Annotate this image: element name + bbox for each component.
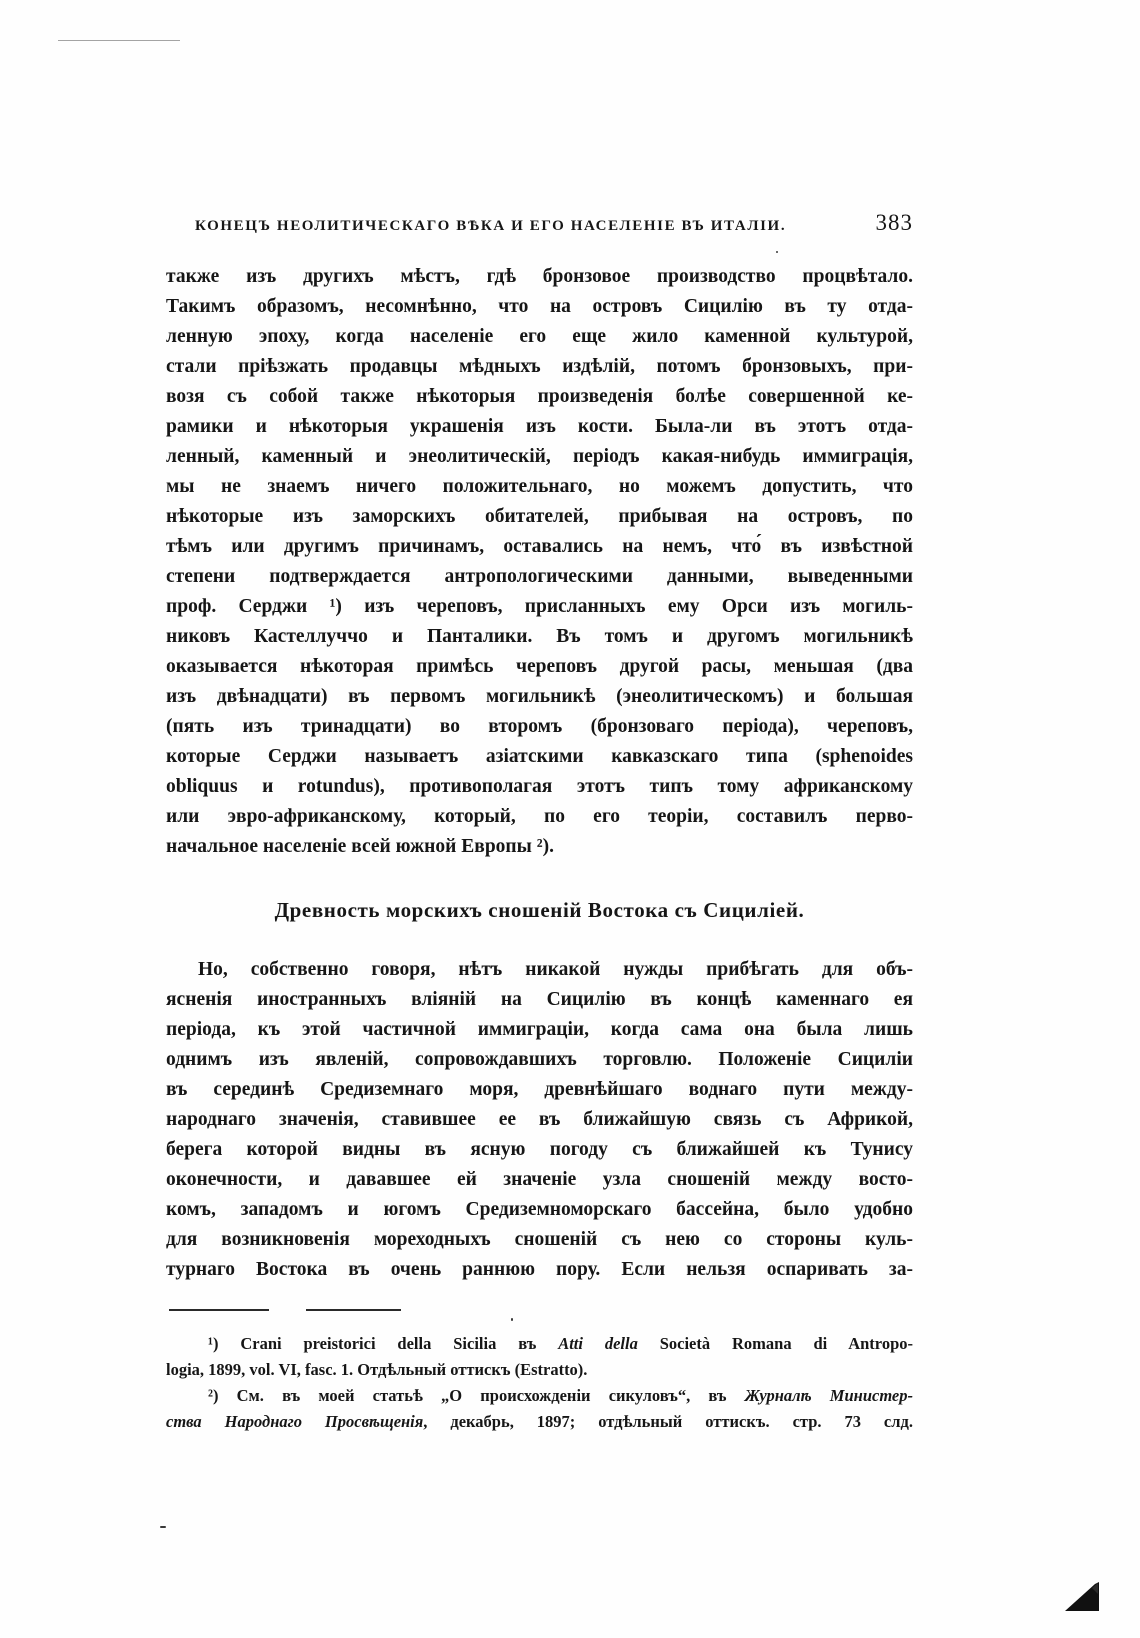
footnote-italic-text: Atti della (558, 1334, 638, 1353)
text-line: тѣмъ или другимъ причинамъ, оставались на немъ, что́ въ извѣстной (166, 536, 913, 557)
scan-speck (160, 1526, 166, 1528)
text-line: оказывается нѣкоторая примѣсь череповъ другой расы, меньшая (два (166, 656, 913, 677)
footnote-line (166, 1331, 913, 1357)
scan-speck (776, 251, 778, 253)
scan-speck (511, 1318, 513, 1321)
text-line: возя съ собой также нѣкоторыя произведенія болѣе совершенной ке- (166, 386, 913, 407)
text-line: проф. Серджи ¹) изъ череповъ, присланныхъ ему Орси изъ могиль- (166, 596, 913, 617)
footnote-text: ¹) Crani preistorici della Sicilia въ (208, 1334, 559, 1353)
footnote-text: ²) См. въ моей статьѣ „О происхожденіи сикуловъ“, въ (208, 1386, 745, 1405)
text-line: изъ двѣнадцати) въ первомъ могильникѣ (энеолитическомъ) и большая (166, 686, 913, 707)
footnote-italic-text: ства Народнаго Просвѣщенія (166, 1412, 424, 1431)
text-line: или эвро-африканскому, который, по его теоріи, составилъ перво- (166, 806, 913, 827)
footnote-line (166, 1383, 913, 1409)
text-line: никовъ Кастеллуччо и Панталики. Въ томъ и другомъ могильникѣ (166, 626, 913, 647)
text-line: (пять изъ тринадцати) во второмъ (бронзоваго періода), череповъ, (166, 716, 913, 737)
section-heading: Древность морскихъ сношеній Востока съ Сициліей. (274, 898, 805, 922)
text-line: для возникновенія мореходныхъ сношеній съ нею со стороны куль- (166, 1229, 913, 1250)
text-line: мы не знаемъ ничего положительнаго, но можемъ допустить, что (166, 476, 913, 497)
text-line: степени подтверждается антропологическими данными, выведенными (166, 566, 913, 587)
footnote-rule (306, 1309, 401, 1311)
page-corner-mark (1062, 1580, 1102, 1614)
text-line: берега которой видны въ ясную погоду съ ближайшей къ Тунису (166, 1139, 913, 1160)
paragraph (166, 262, 913, 862)
text-line: рамики и нѣкоторыя украшенія изъ кости. Была-ли въ этотъ отда- (166, 416, 913, 437)
running-header (195, 210, 913, 238)
text-line: ленную эпоху, когда населеніе его еще жило каменной культурой, (166, 326, 913, 347)
text-line: Но, собственно говоря, нѣтъ никакой нужды прибѣгать для объ- (198, 959, 913, 980)
footnote-italic-text: Журналѣ Министер- (744, 1386, 914, 1405)
paragraph (166, 955, 913, 1285)
text-line: Такимъ образомъ, несомнѣнно, что на островъ Сицилію въ ту отда- (166, 296, 913, 317)
footnote-text: , декабрь, 1897; отдѣльный оттискъ. стр. 73 слд. (423, 1412, 913, 1431)
text-line: въ серединѣ Средиземнаго моря, древнѣйшаго воднаго пути между- (166, 1079, 913, 1100)
text-line: стали пріѣзжать продавцы мѣдныхъ издѣлій, потомъ бронзовыхъ, при- (166, 356, 913, 377)
text-line: ленный, каменный и энеолитическій, періодъ какая-нибудь иммиграція, (166, 446, 913, 467)
text-line: турнаго Востока въ очень раннюю пору. Если нельзя оспаривать за- (166, 1259, 913, 1280)
text-line: obliquus и rotundus), противополагая этотъ типъ тому африканскому (166, 776, 913, 797)
page-number: 383 (875, 210, 913, 235)
text-line: народнаго значенія, ставившее ее въ ближайшую связь съ Африкой, (166, 1109, 913, 1130)
running-title: КОНЕЦЪ НЕОЛИТИЧЕСКАГО ВѢКА И ЕГО НАСЕЛЕНІЕ ВЪ ИТАЛІИ. (195, 218, 787, 234)
text-line: ясненія иностранныхъ вліяній на Сицилію въ концѣ каменнаго ея (166, 989, 913, 1010)
footnote-line (166, 1409, 913, 1435)
text-line: оконечности, и дававшее ей значеніе узла сношеній между восто- (166, 1169, 913, 1190)
text-line: комъ, западомъ и югомъ Средиземноморскаго бассейна, было удобно (166, 1199, 913, 1220)
text-line: однимъ изъ явленій, сопровождавшихъ торговлю. Положеніе Сициліи (166, 1049, 913, 1070)
text-line: также изъ другихъ мѣстъ, гдѣ бронзовое производство процвѣтало. (166, 266, 913, 287)
text-line: которые Серджи называетъ азіатскими кавказскаго типа (sphenoides (166, 746, 913, 767)
text-line: начальное населеніе всей южной Европы ²). (166, 836, 554, 857)
footnote-text: Società Romana di Antropo- (637, 1334, 913, 1353)
footnote-text: logia, 1899, vol. VI, fasc. 1. Отдѣльный оттискъ (Estratto). (166, 1360, 588, 1379)
footnote-rule (169, 1309, 269, 1311)
text-line: нѣкоторые изъ заморскихъ обитателей, прибывая на островъ, по (166, 506, 913, 527)
footnote-line (166, 1357, 913, 1383)
scan-edge-line (58, 40, 180, 41)
text-line: періода, къ этой частичной иммиграціи, когда сама она была лишь (166, 1019, 913, 1040)
footnotes (166, 1331, 913, 1435)
